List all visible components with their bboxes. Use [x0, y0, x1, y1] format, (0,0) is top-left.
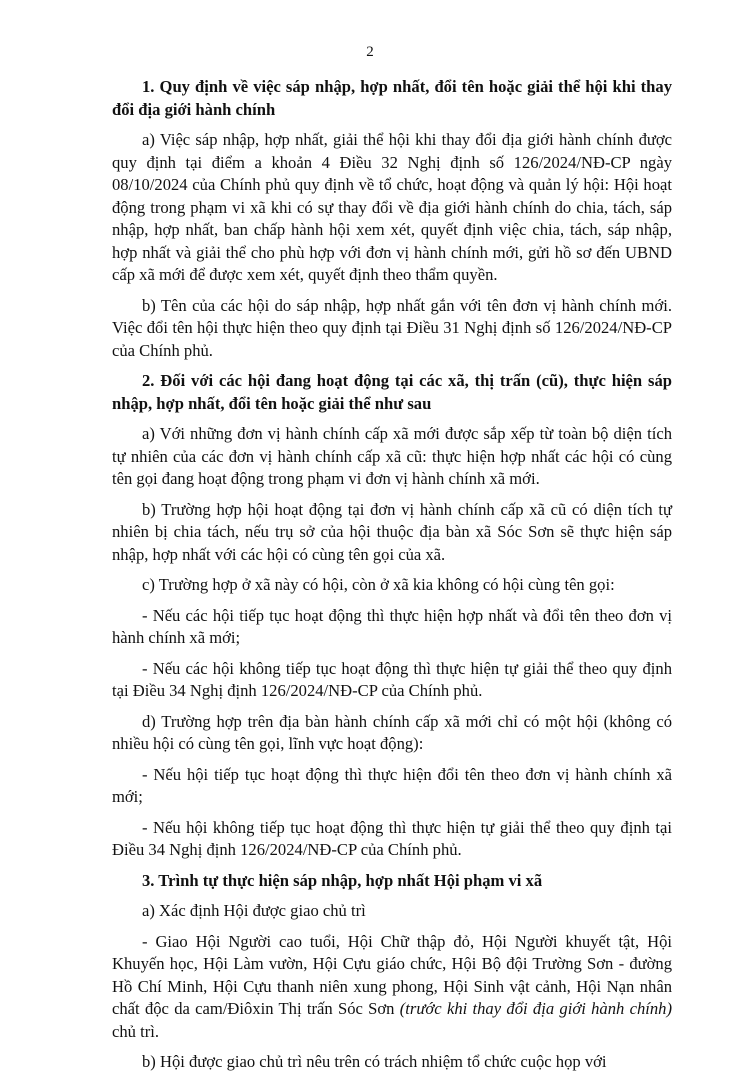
section-3-a-bullet-italic: (trước khi thay đổi địa giới hành chính) — [399, 999, 672, 1018]
section-2-d-bullet-2: - Nếu hội không tiếp tục hoạt động thì thực hiện tự giải thể theo quy định tại Điều 34 Nghị định 126/2024/NĐ-CP của Chính phủ. — [112, 817, 672, 859]
section-1-paragraph-a: a) Việc sáp nhập, hợp nhất, giải thể hội khi thay đổi địa giới hành chính được quy định tại điểm a khoản 4 Điều 32 Nghị định số 126/2024/NĐ-CP ngày 08/10/2024 của Chính phủ quy định về tổ chức, hoạt động và quản lý hội: Hội hoạt động trong phạm vi xã khi có sự thay đổi về địa giới hành chính do chia, tách, sáp nhập, hợp nhất, ban chấp hành hội xem xét, quyết định việc chia, tách, sáp nhập, hợp nhất và giải thể cho phù hợp với đơn vị hành chính mới, gửi hồ sơ đến UBND cấp xã mới để được xem xét, quyết định theo thẩm quyền. — [112, 130, 672, 284]
section-2-c-bullet-1: - Nếu các hội tiếp tục hoạt động thì thực hiện hợp nhất và đổi tên theo đơn vị hành chính xã mới; — [112, 605, 672, 647]
section-1-paragraph-b: b) Tên của các hội do sáp nhập, hợp nhất gắn với tên đơn vị hành chính mới. Việc đổi tên hội thực hiện theo quy định tại Điều 31 Nghị định số 126/2024/NĐ-CP của Chính phủ. — [112, 295, 672, 360]
section-3-a-bullet-text: - Giao Hội Người cao tuổi, Hội Chữ thập đỏ, Hội Người khuyết tật, Hội Khuyến học, Hội Làm vườn, Hội Cựu giáo chức, Hội Bộ đội Trường Sơn - đường Hồ Chí Minh, Hội Cựu thanh niên xung phong, Hội Sinh vật cảnh, Hội Nạn nhân chất độc da cam/Điôxin Thị trấn Sóc Sơn — [112, 931, 672, 1018]
document-body — [112, 76, 672, 1074]
section-2-heading: 2. Đối với các hội đang hoạt động tại các xã, thị trấn (cũ), thực hiện sáp nhập, hợp nhất, đổi tên hoặc giải thể như sau — [112, 371, 672, 413]
section-2-paragraph-c: c) Trường hợp ở xã này có hội, còn ở xã kia không có hội cùng tên gọi: — [142, 575, 615, 594]
section-2-paragraph-a: a) Với những đơn vị hành chính cấp xã mới được sắp xếp từ toàn bộ diện tích tự nhiên của các đơn vị hành chính cấp xã cũ: thực hiện hợp nhất các hội có cùng tên gọi đang hoạt động trong phạm vi đơn vị hành chính xã mới. — [112, 424, 672, 488]
section-3-heading: 3. Trình tự thực hiện sáp nhập, hợp nhất Hội phạm vi xã — [142, 870, 543, 890]
section-3-paragraph-a: a) Xác định Hội được giao chủ trì — [142, 901, 366, 920]
section-2-paragraph-b: b) Trường hợp hội hoạt động tại đơn vị hành chính cấp xã cũ có diện tích tự nhiên bị chia tách, nếu trụ sở của hội thuộc địa bàn xã Sóc Sơn sẽ thực hiện sáp nhập, hợp nhất với các hội có cùng tên gọi của xã. — [112, 499, 672, 564]
section-2-d-bullet-1: - Nếu hội tiếp tục hoạt động thì thực hiện đổi tên theo đơn vị hành chính xã mới; — [112, 764, 672, 806]
section-3-a-bullet — [112, 931, 672, 1044]
section-3-paragraph-b: b) Hội được giao chủ trì nêu trên có trách nhiệm tổ chức cuộc họp với — [142, 1052, 607, 1071]
section-2-c-bullet-2: - Nếu các hội không tiếp tục hoạt động thì thực hiện tự giải thể theo quy định tại Điều 34 Nghị định 126/2024/NĐ-CP của Chính phủ. — [112, 658, 672, 700]
section-1-heading: 1. Quy định về việc sáp nhập, hợp nhất, đổi tên hoặc giải thể hội khi thay đổi địa giới hành chính — [112, 77, 672, 119]
page-number: 2 — [366, 44, 374, 60]
section-2-paragraph-d: d) Trường hợp trên địa bàn hành chính cấp xã mới chỉ có một hội (không có nhiều hội có cùng tên gọi, lĩnh vực hoạt động): — [112, 711, 672, 753]
section-3-a-bullet-tail: chủ trì. — [112, 1021, 160, 1041]
